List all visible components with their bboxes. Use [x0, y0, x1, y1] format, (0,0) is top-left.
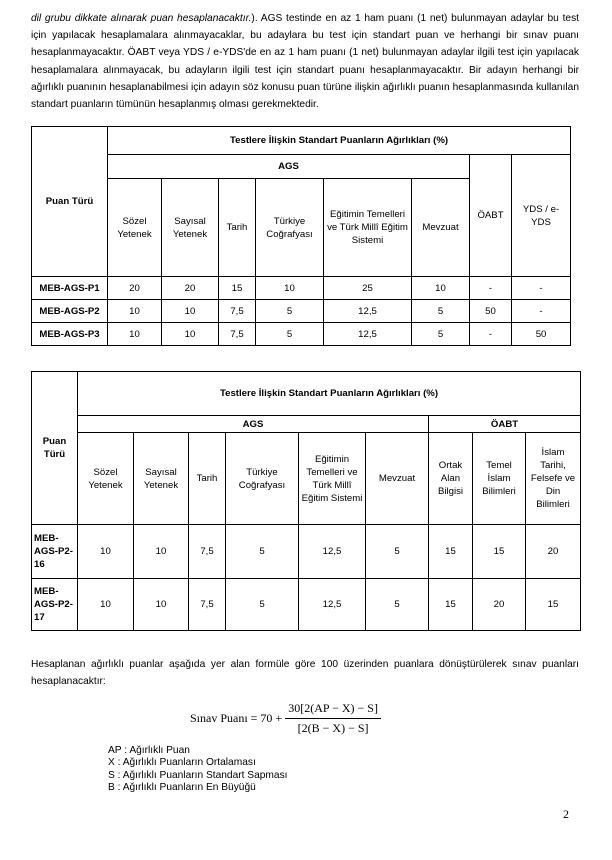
- table-cell: 10: [162, 300, 219, 323]
- table-cell: -: [512, 300, 571, 323]
- col-egitimin-temelleri: Eğitimin Temelleri ve Türk Millî Eğitim Sistemi: [299, 433, 366, 525]
- intro-text: ). AGS testinde en az 1 ham puanı (1 net) bulunmayan adaylar bu test için yapılacak hesaplamalara alınmayacaklar, bu adaylara bu test için standart puan ve herhangi bir sınav puanı hesaplanmayacaktır. ÖABT veya YDS / e-YDS'de en az 1 ham puanı (1 net) bulunmayan adaylar ilgili test için yapılacak hesaplamalara alınmayacak, bu adayların ilgili test için standart puanı hesaplanmayacaktır. Bir adayın herhangi bir ağırlıklı puanının hesaplanabilmesi için adayın söz konusu puan türüne ilişkin ağırlıklı puanın hesaplanmasında kullanılan standart puanların tümünün hesaplanmış olması gerekmektedir.: [31, 13, 579, 111]
- table-cell: 25: [324, 277, 412, 300]
- table-cell: 20: [108, 277, 162, 300]
- table-cell: 12,5: [324, 300, 412, 323]
- table-cell: 10: [108, 300, 162, 323]
- col-sozel-yetenek: Sözel Yetenek: [78, 433, 134, 525]
- col-yds: YDS / e-YDS: [512, 155, 571, 277]
- col-turkiye-cografyasi: Türkiye Coğrafyası: [226, 433, 299, 525]
- table-cell: 5: [366, 525, 429, 579]
- formula-denominator: [2(B − X) − S]: [297, 720, 369, 735]
- weights-table-2: [31, 371, 581, 631]
- table-cell: 10: [78, 525, 134, 579]
- intro-paragraph: [31, 10, 579, 113]
- col-mevzuat: Mevzuat: [412, 179, 470, 277]
- col-tarih: Tarih: [219, 179, 256, 277]
- table-cell: 5: [412, 300, 470, 323]
- formula-intro-paragraph: Hesaplanan ağırlıklı puanlar aşağıda yer alan formüle göre 100 üzerinden puanlara dönüştürülerek sınav puanları hesaplanacaktır:: [31, 659, 579, 687]
- table-cell: 12,5: [299, 525, 366, 579]
- table-cell: 10: [78, 579, 134, 631]
- table-cell: -: [470, 277, 512, 300]
- table-cell: 5: [412, 323, 470, 346]
- table-cell: 5: [226, 525, 299, 579]
- table-cell: -: [470, 323, 512, 346]
- formula-legend: [108, 745, 288, 795]
- table-cell: 15: [219, 277, 256, 300]
- row-label: MEB-AGS-P2-16: [32, 525, 78, 579]
- table-cell: 7,5: [189, 579, 226, 631]
- col-oabt: ÖABT: [470, 155, 512, 277]
- table-cell: 20: [473, 579, 526, 631]
- col-sayisal-yetenek: Sayısal Yetenek: [162, 179, 219, 277]
- puan-turu-header: Puan Türü: [32, 372, 78, 525]
- row-label: MEB-AGS-P3: [32, 323, 108, 346]
- row-label: MEB-AGS-P1: [32, 277, 108, 300]
- col-tarih: Tarih: [189, 433, 226, 525]
- ags-group-header: AGS: [108, 155, 470, 179]
- legend-item-b: B : Ağırlıklı Puanların En Büyüğü: [108, 782, 256, 794]
- table-cell: 15: [473, 525, 526, 579]
- col-sozel-yetenek: Sözel Yetenek: [108, 179, 162, 277]
- table-row: [32, 300, 571, 323]
- table-cell: 15: [429, 525, 473, 579]
- col-temel-islam-bilimleri: Temel İslam Bilimleri: [473, 433, 526, 525]
- row-label: MEB-AGS-P2: [32, 300, 108, 323]
- col-turkiye-cografyasi: Türkiye Coğrafyası: [256, 179, 324, 277]
- table-cell: 20: [162, 277, 219, 300]
- table-cell: 10: [134, 525, 189, 579]
- formula-lhs: Sınav Puanı = 70 +: [190, 710, 283, 725]
- row-label: MEB-AGS-P2-17: [32, 579, 78, 631]
- table-cell: 10: [412, 277, 470, 300]
- col-egitimin-temelleri: Eğitimin Temelleri ve Türk Millî Eğitim Sistemi: [324, 179, 412, 277]
- table-cell: 7,5: [219, 323, 256, 346]
- table-cell: 15: [526, 579, 581, 631]
- col-islam-tarihi: İslam Tarihi, Felsefe ve Din Bilimleri: [526, 433, 581, 525]
- table1-title: Testlere İlişkin Standart Puanların Ağırlıkları (%): [108, 127, 571, 155]
- oabt-group-header: ÖABT: [429, 416, 581, 433]
- table-cell: 5: [256, 323, 324, 346]
- formula-numerator: 30[2(AP − X) − S]: [285, 701, 381, 719]
- legend-item-ap: AP : Ağırlıklı Puan: [108, 745, 190, 756]
- table-cell: 10: [162, 323, 219, 346]
- intro-italic-text: dil grubu dikkate alınarak puan hesaplanacaktır.: [31, 13, 252, 24]
- table-cell: 50: [512, 323, 571, 346]
- table-cell: 50: [470, 300, 512, 323]
- ags-group-header: AGS: [78, 416, 429, 433]
- table-row: [32, 579, 581, 631]
- table-row: [32, 525, 581, 579]
- table-cell: 5: [366, 579, 429, 631]
- legend-item-s: S : Ağırlıklı Puanların Standart Sapması: [108, 769, 288, 781]
- table-cell: 5: [226, 579, 299, 631]
- score-formula: [190, 698, 381, 738]
- col-ortak-alan-bilgisi: Ortak Alan Bilgisi: [429, 433, 473, 525]
- table-cell: 15: [429, 579, 473, 631]
- col-mevzuat: Mevzuat: [366, 433, 429, 525]
- weights-table-1: [31, 126, 571, 346]
- table-cell: -: [512, 277, 571, 300]
- table-cell: 7,5: [189, 525, 226, 579]
- table-row: [32, 323, 571, 346]
- table-cell: 10: [256, 277, 324, 300]
- table-cell: 5: [256, 300, 324, 323]
- col-sayisal-yetenek: Sayısal Yetenek: [134, 433, 189, 525]
- puan-turu-header: Puan Türü: [32, 127, 108, 277]
- table-cell: 10: [134, 579, 189, 631]
- legend-item-x: X : Ağırlıklı Puanların Ortalaması: [108, 757, 256, 769]
- formula-fraction: [285, 701, 381, 736]
- table-cell: 12,5: [324, 323, 412, 346]
- page-number: 2: [563, 807, 569, 821]
- table-cell: 7,5: [219, 300, 256, 323]
- table2-title: Testlere İlişkin Standart Puanların Ağırlıkları (%): [78, 372, 581, 416]
- table-cell: 12,5: [299, 579, 366, 631]
- table-row: [32, 277, 571, 300]
- table-cell: 10: [108, 323, 162, 346]
- table-cell: 20: [526, 525, 581, 579]
